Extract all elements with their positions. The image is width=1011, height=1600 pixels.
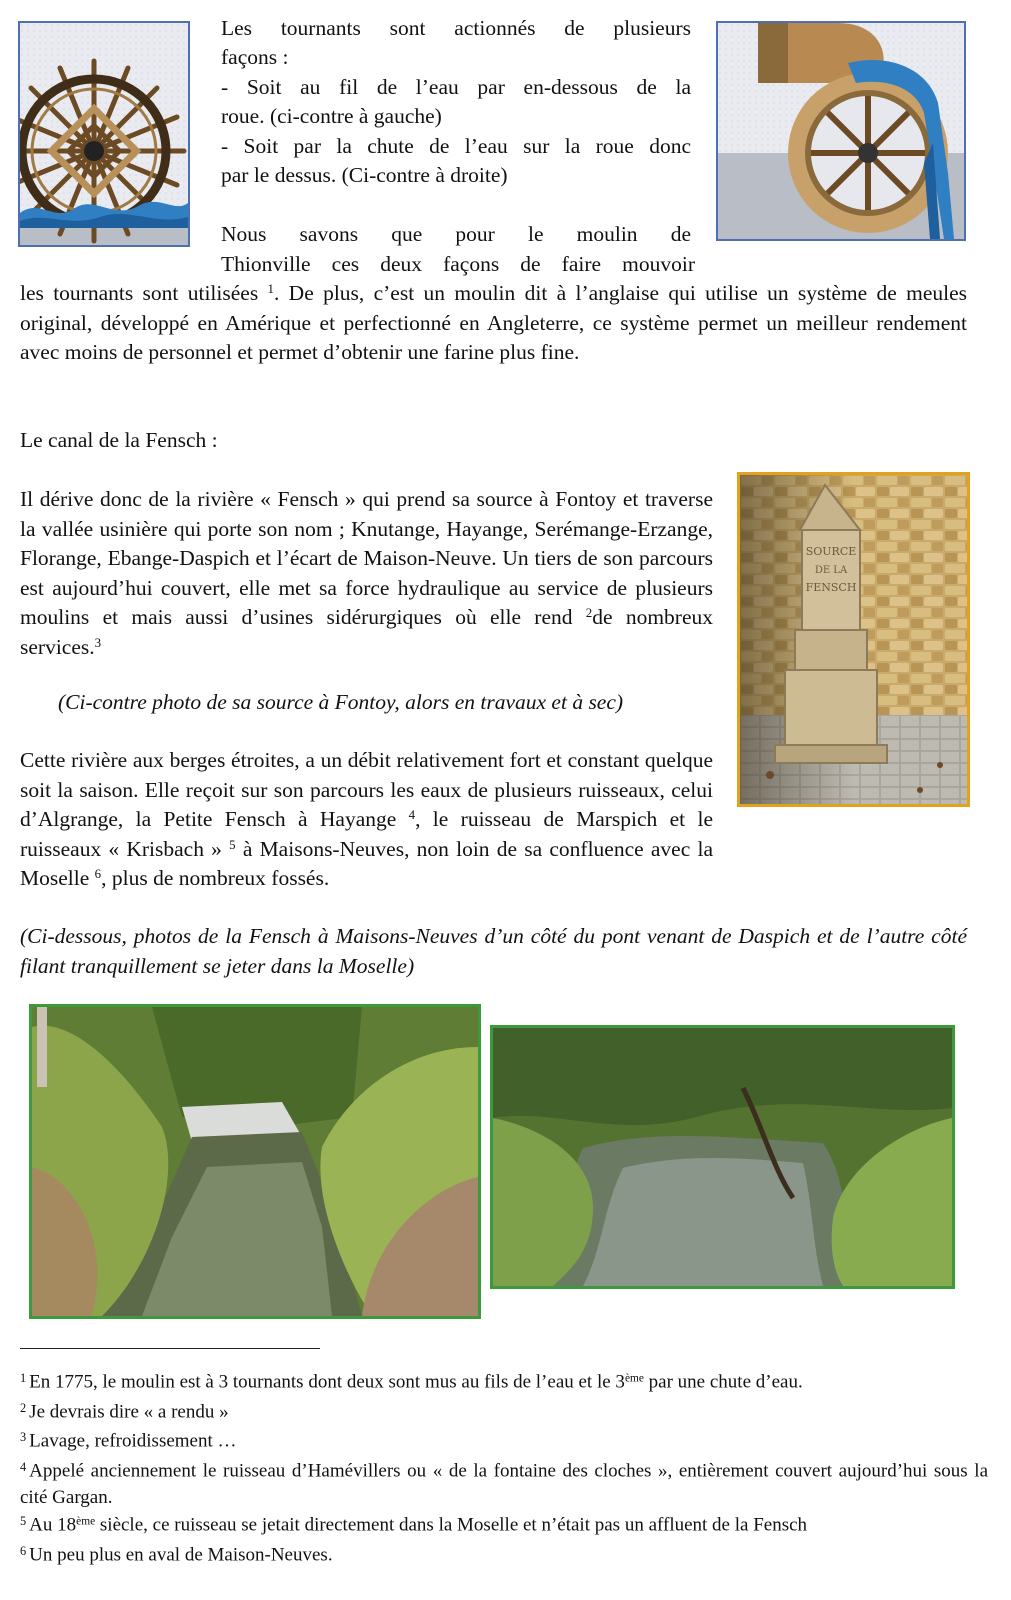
intro-line-7: Nous savons que pour le moulin de <box>221 222 691 246</box>
footnote-2: $^2$ Je devrais dire « a rendu » <box>20 1401 229 1423</box>
footnote-3: $^3$ Lavage, refroidissement … <box>20 1430 237 1452</box>
footnote-ref-1: 1 <box>267 281 274 296</box>
intro-line-6: par le dessus. (Ci-contre à droite) <box>221 163 508 187</box>
monument-text-line-2: DE LA <box>814 565 848 576</box>
monument-text-line-3: FENSCH <box>805 581 857 594</box>
intro-line-3: - Soit au fil de l’eau par en-dessous de la <box>221 75 691 99</box>
monument-text-line-1: SOURCE <box>805 545 857 558</box>
footnote-ref-2: 2 <box>585 605 593 620</box>
footnote-6: $^6$ Un peu plus en aval de Maison-Neuves. <box>20 1544 333 1566</box>
source-photo-caption: (Ci-contre photo de sa source à Fontoy, alors en travaux et à sec) <box>58 690 624 714</box>
intro-line-2: façons : <box>221 45 289 69</box>
overshot-wheel-icon <box>718 23 964 239</box>
footnote-5: $^5$ Au 18ème siècle, ce ruisseau se jetait directement dans la Moselle et n’était pas un affluent de la Fensch <box>20 1514 808 1536</box>
footnote-4: $^4$ Appelé anciennement le ruisseau d’Hamévillers ou « de la fontaine des cloches », entièrement couvert aujourd’hui sous la cité Gargan. <box>20 1460 988 1508</box>
undershot-wheel-icon <box>20 23 188 245</box>
overshot-wheel-figure <box>716 21 966 241</box>
river-paragraph: Cette rivière aux berges étroites, a un débit relativement fort et constant quelque soit la saison. Elle reçoit sur son parcours les eaux de plusieurs ruisseaux, celui d’Algrange, la Petite Fensch à Hayange $^4$, le ruisseau de Marspich et le ruisseaux « Krisbach » $^5$ à Maisons-Neuves, non loin de sa confluence avec la Moselle $^6$, plus de nombreux fossés. <box>20 748 713 890</box>
footnote-ref-4: 4 <box>408 807 416 822</box>
photos-caption: (Ci-dessous, photos de la Fensch à Maisons-Neuves d’un côté du pont venant de Daspich et de l’autre côté filant tranquillement se jeter dans la Moselle) <box>20 924 967 978</box>
intro-line-5: - Soit par la chute de l’eau sur la roue donc <box>221 134 691 158</box>
footnote-ref-5: 5 <box>229 837 236 852</box>
canal-paragraph: Il dérive donc de la rivière « Fensch » qui prend sa source à Fontoy et traverse la vallée usinière qui porte son nom ; Knutange, Hayange, Serémange-Erzange, Florange, Ebange-Daspich et l’écart de Maison-Neuve. Un tiers de son parcours est aujourd’hui couvert, elle met sa force hydraulique au service de plusieurs moulins et mais aussi d’usines sidérurgiques où elle rend $^2$de nombreux services.$^3$ <box>20 487 713 659</box>
intro-line-1: Les tournants sont actionnés de plusieurs <box>221 16 691 40</box>
footnote-ref-6: 6 <box>94 866 102 881</box>
intro-paragraph: les tournants sont utilisées $^1$. De plus, c’est un moulin dit à l’anglaise qui utilise un système de meules original, développé en Amérique et perfectionné en Angleterre, ce système permet un meilleur rendement avec moins de personnel et permet d’obtenir une farine plus fine. <box>20 281 968 364</box>
fensch-river-photo-1 <box>29 1004 481 1319</box>
intro-line-8: Thionville ces deux façons de faire mouvoir <box>221 252 695 276</box>
undershot-wheel-figure <box>18 21 190 247</box>
section-heading: Le canal de la Fensch : <box>20 428 218 452</box>
footnote-separator <box>20 1348 320 1349</box>
footnote-ref-3: 3 <box>94 635 102 650</box>
footnote-1: $^1$ En 1775, le moulin est à 3 tournants dont deux sont mus au fils de l’eau et le 3ème par une chute d’eau. <box>20 1371 803 1393</box>
fensch-river-photo-2 <box>490 1025 955 1289</box>
intro-line-4: roue. (ci-contre à gauche) <box>221 104 442 128</box>
